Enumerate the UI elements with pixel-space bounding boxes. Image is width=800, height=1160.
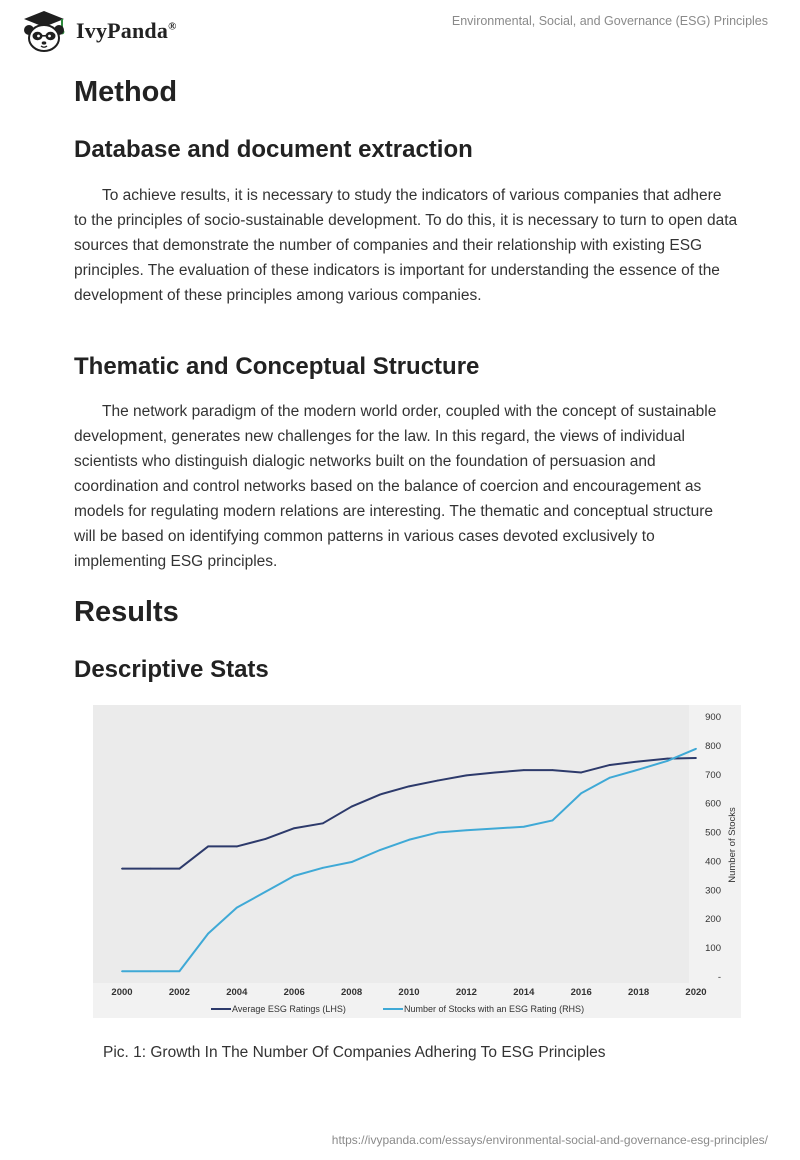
data-point [466, 774, 468, 776]
x-tick-label: 2002 [168, 987, 190, 998]
results-heading: Results [74, 596, 179, 628]
data-point [121, 868, 123, 870]
x-tick-label: 2000 [111, 987, 133, 998]
database-extraction-paragraph: To achieve results, it is necessary to study the indicators of various companies that adhere to the principles of socio-sustainable development. To do this, it is necessary to turn to open data sources that demonstrate the number of companies and their relationship with existing ESG principles. The evaluation of these indicators is important for understanding the essence of the development of these principles among various companies. [74, 187, 738, 304]
y-tick-label: 200 [705, 914, 721, 926]
data-point [408, 839, 410, 841]
database-extraction-heading: Database and document extraction [74, 136, 473, 163]
data-point [379, 794, 381, 796]
brand-name: IvyPanda® [76, 18, 177, 43]
data-point [322, 822, 324, 824]
data-point [580, 792, 582, 794]
method-heading: Method [74, 76, 178, 108]
y-tick-label: 600 [705, 798, 721, 810]
x-tick-label: 2010 [398, 987, 420, 998]
data-point [580, 772, 582, 774]
data-point [322, 867, 324, 869]
data-point [293, 875, 295, 877]
x-tick-label: 2008 [341, 987, 363, 998]
y-tick-label: 800 [705, 740, 721, 752]
data-point [236, 907, 238, 909]
data-point [207, 846, 209, 848]
data-point [609, 777, 611, 779]
ivypanda-logo[interactable] [18, 8, 177, 54]
x-tick-label: 2004 [226, 987, 248, 998]
data-point [379, 849, 381, 851]
data-point [666, 758, 668, 760]
y-tick-label: 100 [705, 943, 721, 955]
x-tick-label: 2016 [570, 987, 592, 998]
data-point [207, 933, 209, 935]
data-point [523, 769, 525, 771]
x-tick-label: 2020 [685, 987, 707, 998]
thematic-structure-paragraph: The network paradigm of the modern world order, coupled with the concept of sustainable development, generates new challenges for the law. In this regard, the views of individual scientists who distinguish dialogic networks built on the foundation of persuasion and coordination and control networks based on the balance of coercion and encouragement as models for regulating modern relations are interesting. The thematic and conceptual structure will be based on identifying common patterns in various cases devoted exclusively to implementing ESG principles. [74, 403, 717, 570]
x-tick-label: 2014 [513, 987, 535, 998]
y-tick-label: - [717, 972, 721, 983]
y-tick-label: 300 [705, 885, 721, 897]
plot-area [93, 705, 689, 983]
x-tick-label: 2018 [628, 987, 650, 998]
data-point [494, 772, 496, 774]
data-point [408, 785, 410, 787]
data-point [695, 748, 697, 750]
data-point [695, 757, 697, 759]
thematic-structure-heading: Thematic and Conceptual Structure [74, 353, 480, 380]
y-tick-label: 700 [705, 769, 721, 781]
panda-graduate-icon [18, 8, 70, 54]
chart-canvas [93, 705, 741, 1018]
data-point [121, 970, 123, 972]
data-point [265, 891, 267, 893]
data-point [523, 826, 525, 828]
data-point [552, 820, 554, 822]
data-point [638, 761, 640, 763]
esg-growth-chart [93, 705, 741, 1018]
document-title: Environmental, Social, and Governance (ESG) Principles [451, 14, 768, 28]
y-tick-label: 500 [705, 827, 721, 839]
data-point [150, 868, 152, 870]
data-point [666, 760, 668, 762]
data-point [179, 868, 181, 870]
source-url-link[interactable]: https://ivypanda.com/essays/environmental-social-and-governance-esg-principles/ [331, 1133, 768, 1147]
data-point [638, 769, 640, 771]
descriptive-stats-heading: Descriptive Stats [74, 656, 269, 683]
data-point [351, 861, 353, 863]
data-point [150, 970, 152, 972]
x-tick-label: 2006 [283, 987, 305, 998]
legend-label: Average ESG Ratings (LHS) [232, 1004, 346, 1014]
data-point [552, 769, 554, 771]
data-point [293, 827, 295, 829]
figure-caption: Pic. 1: Growth In The Number Of Companies Adhering To ESG Principles [103, 1044, 606, 1061]
data-point [236, 846, 238, 848]
data-point [609, 764, 611, 766]
data-point [494, 828, 496, 830]
data-point [351, 806, 353, 808]
page-header [0, 0, 800, 60]
x-tick-label: 2012 [455, 987, 477, 998]
data-point [437, 832, 439, 834]
y-axis-label-right: Number of Stocks [727, 807, 738, 883]
data-point [466, 829, 468, 831]
data-point [179, 970, 181, 972]
data-point [265, 838, 267, 840]
legend-label: Number of Stocks with an ESG Rating (RHS) [404, 1004, 585, 1014]
data-point [437, 780, 439, 782]
y-tick-label: 400 [705, 856, 721, 868]
y-tick-label: 900 [705, 712, 721, 723]
